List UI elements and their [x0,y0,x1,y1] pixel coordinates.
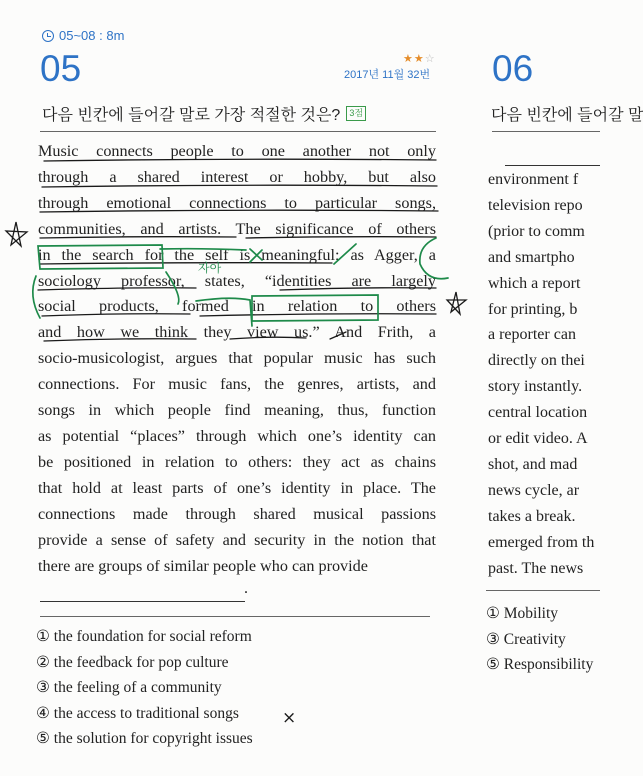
choice-5[interactable]: ⑤ Responsibility [486,656,594,674]
star-empty-icon: ☆ [424,53,436,65]
star-mark-icon [447,292,466,314]
passage-line: a reporter can [488,326,576,344]
passage-line: through a shared interest or hobby, but also [38,167,436,186]
handwritten-note: 자아 [198,261,222,275]
passage-line: Music connects people to one another not only [38,142,436,160]
passage-line: news cycle, ar [488,481,580,499]
star-mark-icon [6,222,27,246]
passage-line: as potential “places” through which one’s identity can [38,426,436,445]
title-divider [40,131,436,132]
star-icon: ★ [403,53,414,65]
passage-line: past. The news [488,559,584,577]
passage-line: communities, and artists. The significance of others [38,219,436,238]
passage-line: story instantly. [488,378,583,396]
passage-line: (prior to comm [488,222,585,240]
choice-2[interactable]: ② the feedback for pop culture [36,653,229,671]
clock-icon [42,30,54,42]
points-badge: 3점 [346,106,366,121]
passage-line: or edit video. A [488,430,588,448]
passage-line: there are groups of similar people who can provide [38,556,368,575]
passage-line: for printing, b [488,300,578,318]
passage-line: central location [488,404,588,422]
difficulty-stars [403,52,436,65]
star-icon: ★ [413,53,425,65]
passage [38,139,436,579]
timer [42,28,124,43]
choices-divider [40,616,430,617]
choice-1[interactable]: ① Mobility [486,605,559,622]
answer-choices [36,624,253,752]
passage-line: television repo [488,196,583,214]
question-title-2: 다음 빈칸에 들어갈 말 [491,107,643,124]
passage-line: directly on thei [488,352,585,370]
passage-line: connections. For music fans, the genres, artists, and [38,375,436,394]
answer-choices-2 [486,601,593,678]
passage-line: social products, formed in relation to others [38,297,436,316]
question-title [42,102,366,125]
passage-line: shot, and mad [488,455,578,473]
choice-1[interactable]: ① the foundation for social reform [36,628,252,645]
blank-period: . [244,580,248,597]
question-source: 2017년 11월 32번 [344,69,431,81]
passage-line: takes a break. [488,507,576,525]
passage-line: environment f [488,171,579,188]
passage-line: through emotional connections to particular songs, [38,193,436,212]
choice-4[interactable]: ④ the access to traditional songs [36,704,239,722]
title-divider-2 [492,131,600,132]
passage-line: provide a sense of safety and security in the notion that [38,530,436,549]
timer-label: 05~08 : 8m [59,28,125,43]
choice-3[interactable]: ③ the feeling of a community [36,679,222,697]
choice-3[interactable]: ③ Creativity [486,630,566,648]
passage-line: sociology professor, states, “identities are largely [38,271,436,290]
choice-5[interactable]: ⑤ the solution for copyright issues [36,730,253,748]
passage-2 [488,167,594,582]
question-title-text: 다음 빈칸에 들어갈 말로 가장 적절한 것은? [42,107,341,124]
passage-line: songs in which people find meaning, thus, function [38,401,436,420]
passage-line: which a report [488,274,581,292]
cross-mark-icon: × [282,708,297,728]
passage-line: be positioned in relation to others: they act as chains [38,452,436,471]
choices-divider-2 [486,590,600,591]
passage-line: connections made through shared musical passions [38,504,436,523]
passage-line: in the search for the self is meaningful; as Agger, a [38,245,436,264]
answer-blank [40,601,245,602]
passage-line: emerged from th [488,533,595,551]
passage-top-rule-2 [505,165,600,166]
passage-line: and how we think they view us.” And Frith, a [38,323,436,342]
passage-line: socio-musicologist, argues that popular music has such [38,349,436,368]
question-number-2: 06 [492,48,534,89]
passage-line: and smartpho [488,248,575,266]
passage-line: that hold at least parts of one’s identity in place. The [38,478,436,497]
question-number: 05 [40,48,82,89]
